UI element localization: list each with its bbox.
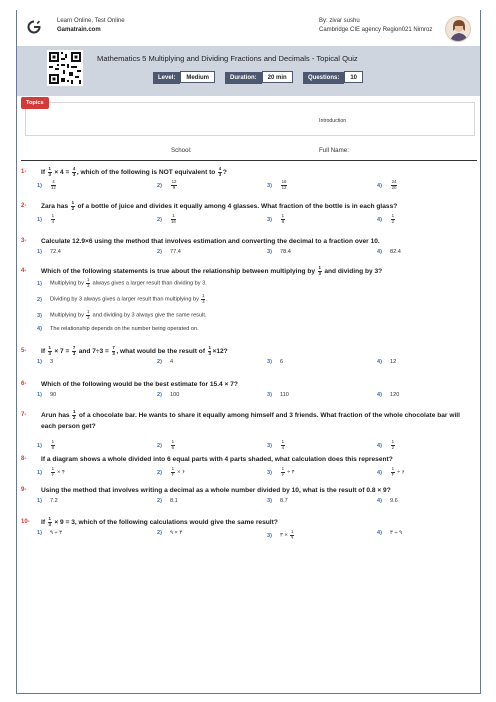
- question-text: [41, 454, 473, 465]
- question-text-part: If: [41, 169, 47, 176]
- option-text: Dividing by 3 always gives a larger result than multiplying by: [49, 296, 201, 303]
- fraction-numerator: 1: [87, 277, 90, 282]
- fraction-denominator: 2: [391, 218, 395, 224]
- option-text: Multiplying by: [49, 312, 86, 319]
- question-text: [41, 236, 473, 247]
- fraction: [391, 180, 397, 190]
- author: By: zivar sushu: [319, 18, 360, 24]
- option-text: 110: [279, 392, 289, 398]
- option-label: 4): [37, 326, 42, 332]
- question-text-part: , which of the following is NOT equivalent to: [76, 169, 218, 176]
- fraction: [171, 467, 175, 477]
- fraction: [51, 214, 55, 224]
- fraction-numerator: 4: [52, 179, 55, 184]
- option-label: 1): [37, 498, 42, 504]
- fraction-denominator: 9: [172, 184, 176, 190]
- organization: Cambridge CIE agency Region021 Nimroz: [319, 27, 433, 33]
- option-text: ۹ × ۳: [169, 530, 183, 536]
- fraction: [171, 214, 176, 224]
- fraction-numerator: 1: [391, 466, 395, 471]
- option-text: 8.7: [279, 498, 288, 504]
- question-number: 8-: [21, 456, 27, 462]
- question-text-part: If a diagram shows a whole divided into 6 equal parts with 4 parts shaded, what calculation does this represent?: [41, 456, 393, 463]
- option-text: 77.4: [169, 249, 181, 255]
- fraction-denominator: 8: [281, 218, 285, 224]
- question-text-part: Arun has: [41, 412, 72, 419]
- question-text-part: and dividing by 3?: [322, 268, 383, 275]
- fraction: [281, 440, 285, 450]
- fraction: [208, 346, 212, 356]
- answer-option[interactable]: [267, 498, 288, 504]
- qr-code-icon: [47, 50, 83, 86]
- option-label: 4): [377, 442, 382, 449]
- fraction-denominator: 3: [218, 171, 222, 177]
- option-label: 2): [157, 359, 162, 365]
- fraction-numerator: 1: [48, 166, 51, 172]
- fraction-denominator: 2: [71, 205, 75, 211]
- question-text: [41, 167, 473, 178]
- gamatrain-logo-icon: [27, 20, 41, 34]
- quiz-title: Mathematics 5 Multiplying and Dividing Fractions and Decimals - Topical Quiz: [97, 54, 358, 63]
- option-label: 4): [377, 249, 382, 255]
- answer-option[interactable]: [37, 326, 199, 332]
- option-text: 100: [169, 392, 180, 398]
- quiz-info-band: [17, 46, 480, 96]
- option-text: 3: [49, 359, 54, 365]
- option-label: 4): [377, 392, 382, 398]
- question-text: [41, 379, 473, 390]
- fraction-denominator: ۹: [291, 534, 294, 540]
- fraction: [86, 278, 90, 288]
- fraction-denominator: 2: [73, 414, 76, 420]
- answer-option[interactable]: [157, 392, 179, 398]
- option-text: and dividing by 3 always give the same result.: [91, 312, 207, 319]
- fraction-numerator: 1: [281, 439, 285, 444]
- fraction: [318, 266, 322, 276]
- question-text: [41, 410, 473, 432]
- option-text: 72.4: [49, 249, 61, 255]
- option-label: 3): [267, 532, 272, 539]
- option-label: 1): [37, 359, 42, 365]
- fraction-denominator: ۶: [51, 471, 54, 477]
- option-text: Multiplying by: [49, 280, 86, 287]
- fraction-numerator: 1: [51, 213, 55, 218]
- fraction: [51, 180, 56, 190]
- answer-option[interactable]: [377, 249, 401, 255]
- question-number: 9-: [21, 487, 27, 493]
- answer-option[interactable]: [37, 249, 61, 255]
- answer-option[interactable]: [377, 214, 396, 224]
- fraction-numerator: 1: [391, 213, 395, 218]
- fraction: [72, 346, 76, 356]
- fraction: [48, 517, 52, 527]
- avatar: [445, 16, 471, 42]
- fraction-numerator: 16: [281, 179, 287, 184]
- fraction: [201, 294, 205, 304]
- answer-option[interactable]: [377, 530, 402, 536]
- fraction: [51, 467, 55, 477]
- answer-option[interactable]: [157, 214, 177, 224]
- option-label: 2): [157, 392, 162, 398]
- answer-option[interactable]: [157, 180, 178, 190]
- fraction-denominator: 4: [281, 444, 285, 450]
- fraction-denominator: 20: [391, 184, 397, 190]
- fraction-denominator: 3: [208, 350, 211, 356]
- option-text: ۳ ×: [279, 532, 290, 539]
- fraction-denominator: 3: [48, 521, 51, 527]
- quiz-page: [16, 10, 481, 694]
- page-header: [17, 10, 480, 44]
- answer-option[interactable]: [267, 180, 288, 190]
- option-label: 1): [37, 249, 42, 255]
- option-label: 4): [377, 216, 382, 223]
- fraction-denominator: 3: [112, 350, 115, 356]
- question-text: [41, 346, 473, 357]
- question-text-part: , what would be the result of: [116, 348, 207, 355]
- fraction: [281, 214, 285, 224]
- fraction: [391, 440, 395, 450]
- question-text: [41, 485, 473, 496]
- option-text: 4: [169, 359, 174, 365]
- questions-label: Questions:: [303, 72, 344, 84]
- option-label: 1): [37, 530, 42, 536]
- question-text: [41, 201, 473, 212]
- fraction: [72, 410, 76, 420]
- fraction: [86, 310, 90, 320]
- fraction: [290, 530, 294, 540]
- answer-option[interactable]: [267, 440, 286, 450]
- questions-value: 10: [344, 71, 363, 83]
- option-label: 3): [37, 312, 42, 319]
- answer-option[interactable]: [37, 180, 57, 190]
- fraction-numerator: 1: [51, 466, 55, 471]
- option-label: 3): [267, 249, 272, 255]
- answer-option[interactable]: [37, 530, 62, 536]
- option-label: 3): [267, 442, 272, 449]
- option-label: 2): [157, 530, 162, 536]
- answer-option[interactable]: [267, 467, 295, 477]
- question-text-part: ?: [222, 169, 227, 176]
- question-number: 2-: [21, 203, 27, 209]
- option-label: 2): [157, 182, 162, 189]
- fraction: [51, 440, 55, 450]
- answer-option[interactable]: [37, 294, 208, 304]
- question-number: 6-: [21, 381, 27, 387]
- question-text-part: × 9 = 3, which of the following calculations would give the same result?: [52, 519, 278, 526]
- answer-option[interactable]: [157, 530, 182, 536]
- option-text: 78.4: [279, 249, 291, 255]
- answer-option[interactable]: [267, 359, 283, 365]
- answer-option[interactable]: [37, 392, 56, 398]
- option-label: 2): [37, 296, 42, 303]
- fraction-denominator: 3: [48, 171, 51, 177]
- fraction-numerator: 1: [51, 439, 55, 444]
- duration-value: 20 min: [262, 71, 293, 83]
- option-text: 90: [49, 392, 57, 398]
- fraction: [71, 201, 75, 211]
- question-text-part: × 4 =: [52, 169, 72, 176]
- option-text: 82.4: [389, 249, 401, 255]
- answer-option[interactable]: [37, 359, 53, 365]
- topics-tab: Topics: [21, 97, 49, 109]
- option-label: 4): [377, 498, 382, 504]
- fraction: [48, 346, 52, 356]
- fraction-denominator: 12: [281, 184, 287, 190]
- answer-option[interactable]: [377, 392, 399, 398]
- option-text: 8.1: [169, 498, 178, 504]
- fraction-denominator: 8: [51, 444, 55, 450]
- option-label: 1): [37, 469, 42, 476]
- fraction-numerator: 1: [208, 345, 211, 351]
- fraction-numerator: 7: [112, 345, 115, 351]
- fraction: [281, 467, 285, 477]
- answer-option[interactable]: [377, 359, 396, 365]
- fraction-numerator: 1: [172, 213, 175, 218]
- fraction: [112, 346, 116, 356]
- option-label: 1): [37, 182, 42, 189]
- option-label: 3): [267, 469, 272, 476]
- answer-option[interactable]: [37, 278, 207, 288]
- option-text: 7.2: [49, 498, 58, 504]
- answer-option[interactable]: [267, 530, 295, 540]
- question-text-part: If: [41, 519, 47, 526]
- question-number: 4-: [21, 268, 27, 274]
- option-label: 3): [267, 392, 272, 398]
- fraction-denominator: 2: [391, 444, 395, 450]
- fraction-numerator: 1: [318, 265, 321, 271]
- fraction-denominator: ۴: [171, 471, 174, 477]
- fraction-denominator: 3: [72, 350, 76, 356]
- answer-option[interactable]: [267, 214, 286, 224]
- fraction-denominator: 16: [170, 218, 176, 224]
- answer-option[interactable]: [37, 467, 65, 477]
- fraction-denominator: 3: [87, 282, 90, 288]
- fraction-numerator: 1: [48, 516, 51, 522]
- fraction-denominator: 6: [171, 444, 175, 450]
- question-text-part: and 7÷3 =: [76, 348, 111, 355]
- option-label: 4): [377, 359, 382, 365]
- option-label: 2): [157, 442, 162, 449]
- fraction-numerator: 4: [72, 166, 76, 172]
- question-text-part: × 7 =: [52, 348, 72, 355]
- fraction-numerator: 1: [48, 345, 51, 351]
- answer-option[interactable]: [37, 214, 56, 224]
- fraction-numerator: 1: [290, 529, 294, 534]
- option-label: 2): [157, 498, 162, 504]
- question-number: 3-: [21, 238, 27, 244]
- fraction: [391, 467, 395, 477]
- option-label: 2): [157, 216, 162, 223]
- answer-option[interactable]: [157, 467, 185, 477]
- answer-option[interactable]: [37, 498, 58, 504]
- option-text: 9.6: [389, 498, 398, 504]
- level-badge: [153, 71, 215, 83]
- fraction-numerator: 1: [202, 293, 205, 298]
- question-number: 1-: [21, 169, 27, 175]
- option-label: 2): [157, 249, 162, 255]
- option-label: 4): [377, 182, 382, 189]
- fraction-numerator: 1: [281, 466, 285, 471]
- answer-option[interactable]: [377, 467, 405, 477]
- fraction-denominator: 3: [48, 350, 51, 356]
- option-label: 1): [37, 216, 42, 223]
- fraction-denominator: 4: [51, 218, 55, 224]
- answer-option[interactable]: [37, 440, 56, 450]
- fraction: [72, 167, 76, 177]
- question-text-part: ×12?: [212, 348, 228, 355]
- fraction-numerator: 7: [72, 345, 76, 351]
- fraction-numerator: 1: [171, 466, 175, 471]
- option-text: ۳ ÷ ۹: [389, 530, 403, 536]
- option-text: 6: [279, 359, 284, 365]
- fraction-numerator: 1: [171, 439, 175, 444]
- fullname-field-label: Full Name:: [319, 147, 349, 154]
- questions-badge: [303, 71, 363, 83]
- duration-label: Duration:: [225, 72, 262, 84]
- fraction: [171, 180, 177, 190]
- question-text-part: of a chocolate bar. He wants to share it equally among himself and 3 friends. What fraction of the whole chocolate bar will each person get?: [41, 412, 460, 430]
- option-label: 3): [267, 216, 272, 223]
- question-number: 10-: [21, 519, 30, 525]
- fraction-numerator: 1: [73, 409, 76, 415]
- option-label: 1): [37, 392, 42, 398]
- option-text: The relationship depends on the number being operated on.: [49, 326, 199, 332]
- option-text: ÷ ۴: [285, 469, 295, 476]
- topic-introduction: Introduction: [319, 118, 347, 124]
- option-text: 120: [389, 392, 400, 398]
- question-text-part: If: [41, 348, 47, 355]
- question-text: [41, 517, 473, 528]
- option-text: × ۶: [175, 469, 186, 476]
- answer-option[interactable]: [157, 498, 178, 504]
- question-text-part: Using the method that involves writing a decimal as a whole number divided by 10, what is the result of 0.8 × 9?: [41, 487, 391, 494]
- fraction-denominator: ۴: [391, 471, 394, 477]
- option-label: 4): [377, 530, 382, 536]
- answer-option[interactable]: [157, 359, 173, 365]
- divider: [21, 160, 477, 161]
- question-text: [41, 266, 473, 277]
- fraction: [281, 180, 287, 190]
- fraction: [391, 214, 395, 224]
- fraction-denominator: 3: [87, 314, 90, 320]
- answer-option[interactable]: [377, 440, 396, 450]
- fraction-denominator: 12: [50, 184, 56, 190]
- site-link[interactable]: Gamatrain.com: [57, 27, 101, 33]
- answer-option[interactable]: [267, 392, 289, 398]
- topics-box: [25, 102, 475, 136]
- option-label: 1): [37, 442, 42, 449]
- fraction: [171, 440, 175, 450]
- option-label: 4): [377, 469, 382, 476]
- fraction-numerator: 24: [391, 179, 397, 184]
- answer-option[interactable]: [157, 440, 176, 450]
- question-number: 7-: [21, 412, 27, 418]
- option-text: .: [206, 296, 208, 303]
- fraction-numerator: 4: [218, 166, 222, 172]
- duration-badge: [225, 71, 293, 83]
- fraction-denominator: 3: [72, 171, 76, 177]
- fraction-numerator: 12: [171, 179, 177, 184]
- fraction: [48, 167, 52, 177]
- question-number: 5-: [21, 348, 27, 354]
- option-label: 3): [267, 498, 272, 504]
- answer-option[interactable]: [157, 249, 181, 255]
- option-text: ۹ ÷ ۳: [49, 530, 63, 536]
- school-field-label: School:: [171, 147, 192, 154]
- answer-option[interactable]: [37, 310, 206, 320]
- answer-option[interactable]: [377, 498, 398, 504]
- question-text-part: Which of the following would be the best estimate for 15.4 × 7?: [41, 381, 238, 388]
- option-text: 12: [389, 359, 397, 365]
- answer-option[interactable]: [377, 180, 398, 190]
- level-label: Level:: [153, 72, 180, 84]
- option-text: × ۴: [55, 469, 66, 476]
- option-label: 3): [267, 182, 272, 189]
- option-text: ÷ ۶: [395, 469, 405, 476]
- fraction-numerator: 1: [71, 200, 75, 206]
- fraction-denominator: 3: [202, 298, 205, 304]
- fraction-numerator: 1: [391, 439, 395, 444]
- question-text-part: of a bottle of juice and divides it equally among 4 glasses. What fraction of the bottle is in each glass?: [75, 203, 398, 210]
- fraction-denominator: ۶: [281, 471, 284, 477]
- question-text-part: Calculate 12.9×6 using the method that involves estimation and converting the decimal to a fraction over 10.: [41, 238, 380, 245]
- fraction-numerator: 1: [281, 213, 285, 218]
- question-text-part: Which of the following statements is true about the relationship between multiplying by: [41, 268, 317, 275]
- option-text: always gives a larger result than dividing by 3.: [91, 280, 207, 287]
- question-text-part: Zara has: [41, 203, 70, 210]
- option-label: 1): [37, 280, 42, 287]
- option-label: 3): [267, 359, 272, 365]
- option-label: 2): [157, 469, 162, 476]
- fraction-denominator: 3: [318, 270, 321, 276]
- answer-option[interactable]: [267, 249, 291, 255]
- fraction: [218, 167, 222, 177]
- level-value: Medium: [180, 71, 215, 83]
- tagline: Learn Online, Test Online: [57, 18, 125, 24]
- fraction-numerator: 1: [87, 309, 90, 314]
